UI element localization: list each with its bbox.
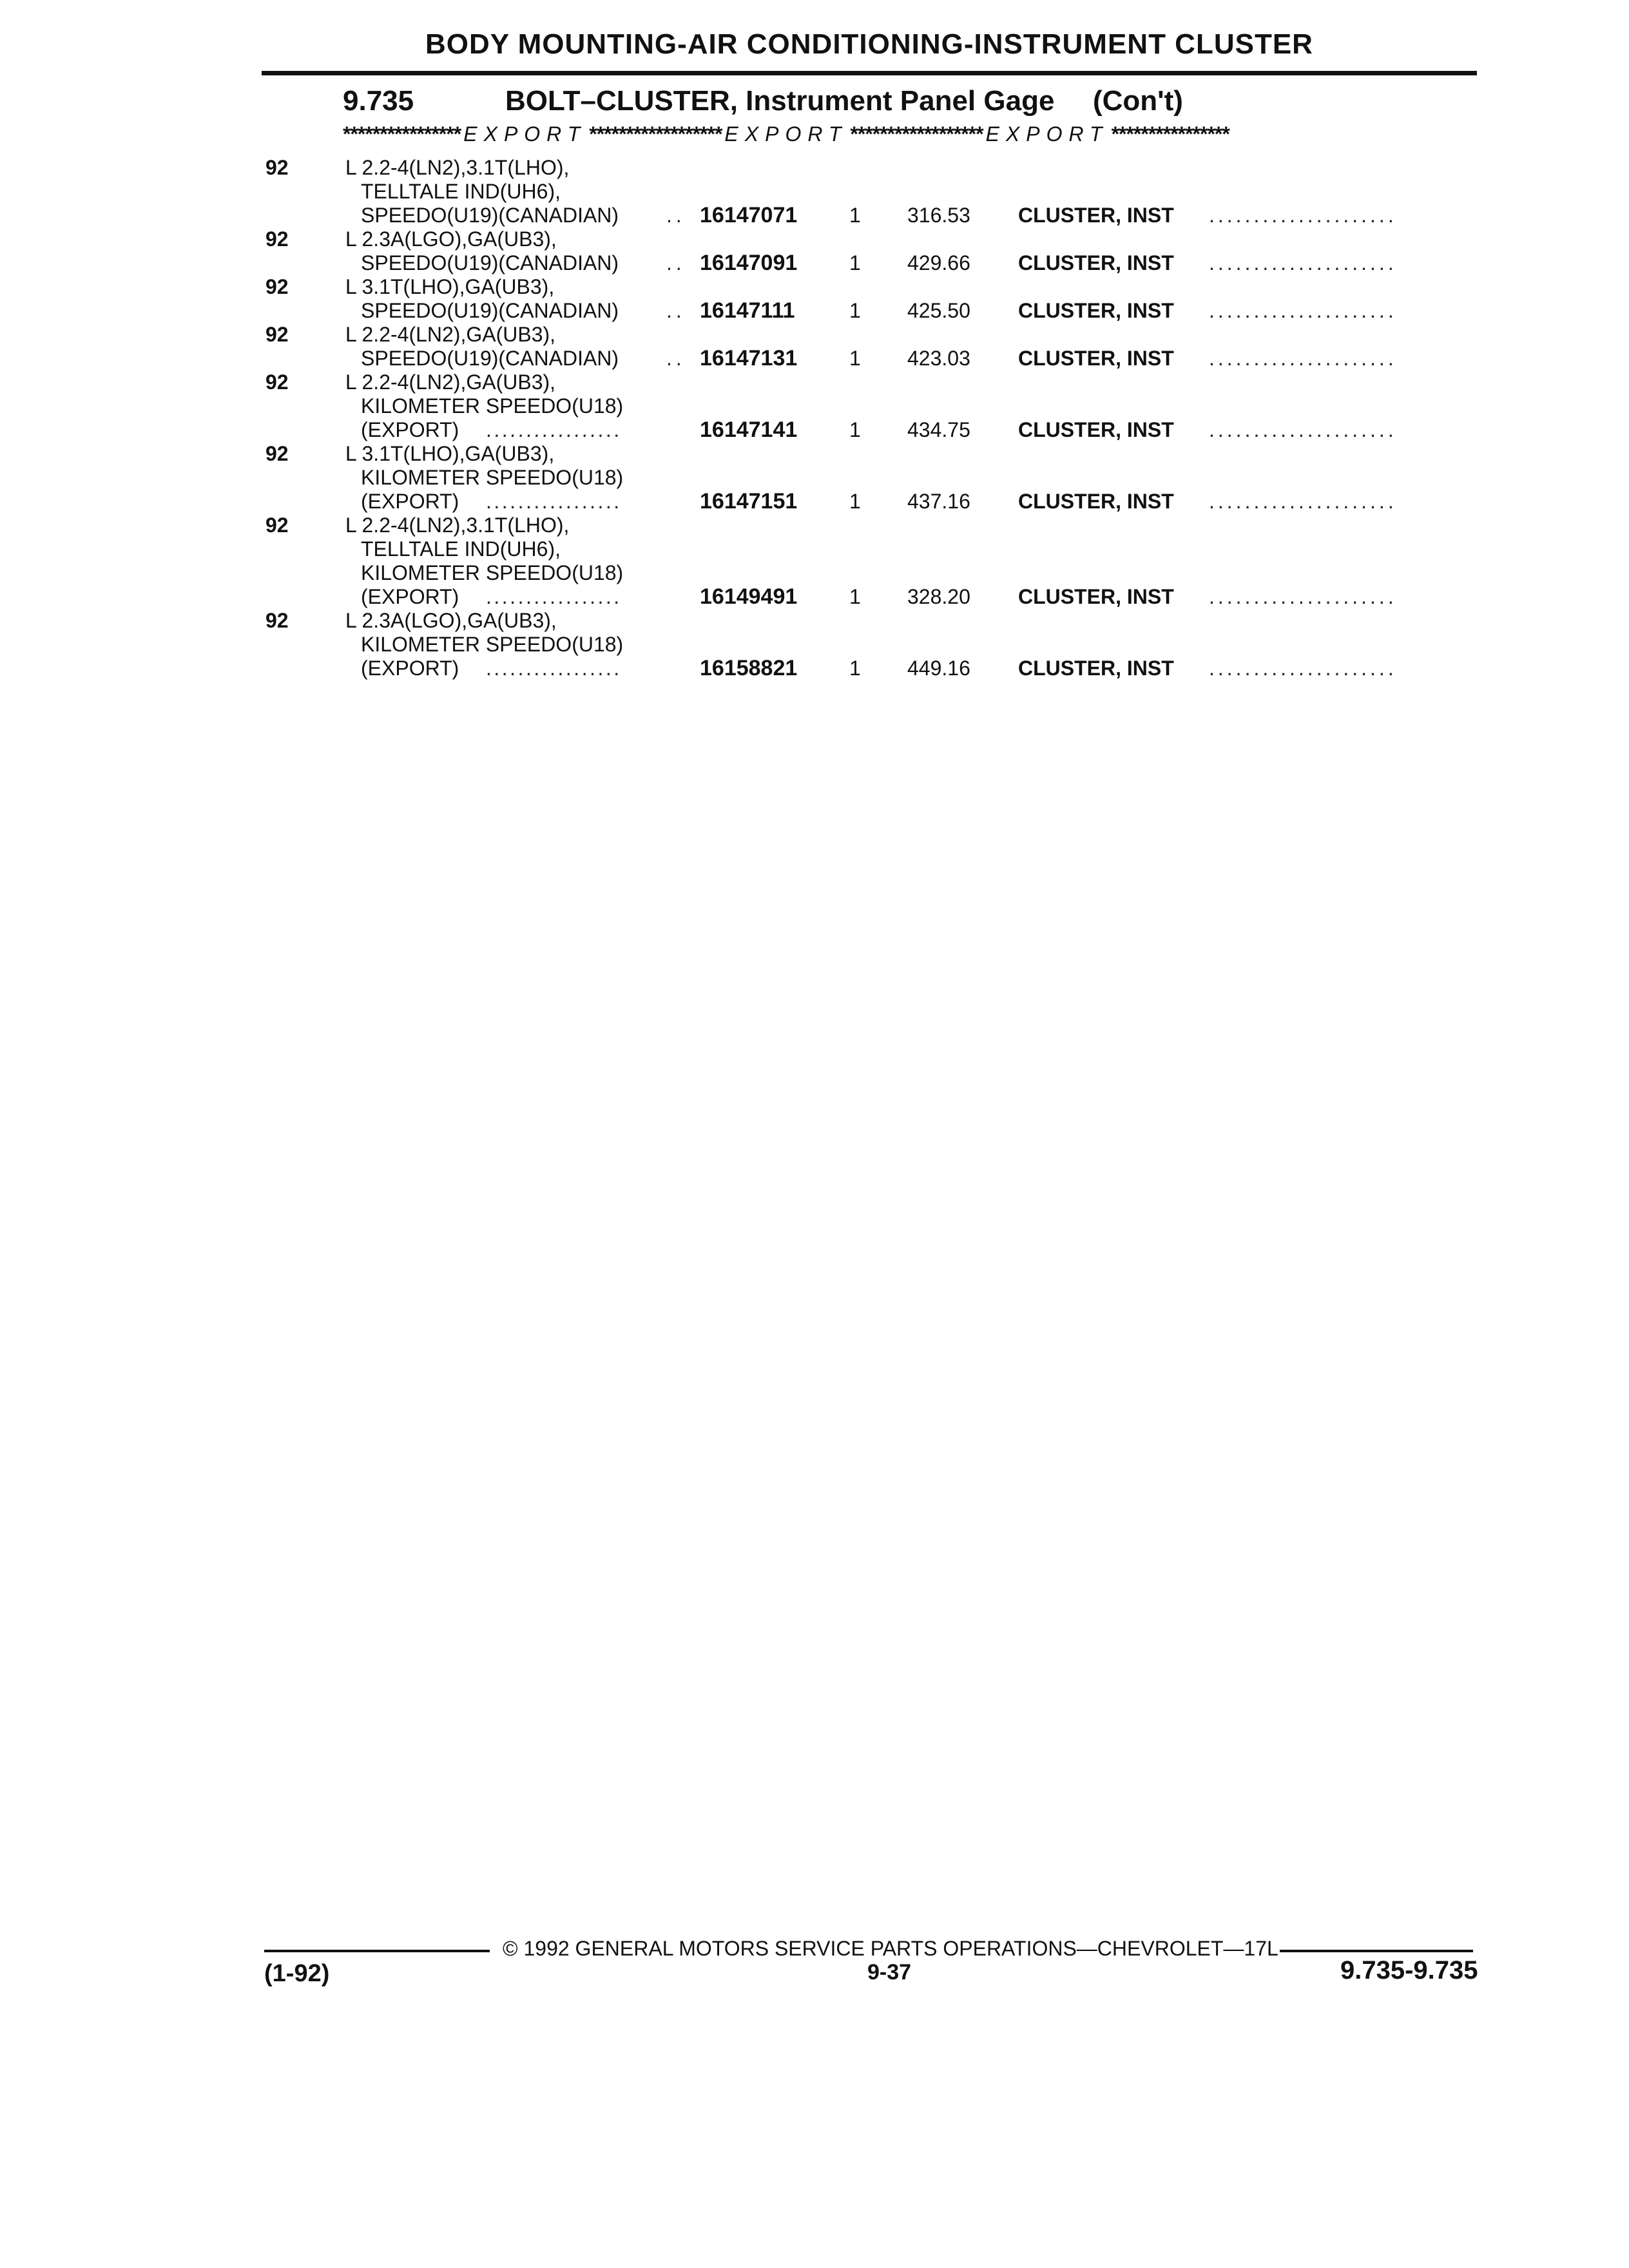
- export-banner: [343, 122, 1477, 148]
- section-number: 9.735: [343, 85, 414, 117]
- leader-dots: ..: [666, 251, 686, 274]
- price: 434.75: [907, 418, 970, 441]
- part-number: 16147131: [700, 346, 798, 370]
- footer-rule: [1280, 1950, 1473, 1952]
- part-name: CLUSTER, INST: [1018, 299, 1174, 322]
- description-line: L 2.3A(LGO),GA(UB3),: [345, 227, 557, 251]
- model-year: 92: [265, 156, 289, 179]
- export-label: EXPORT: [724, 122, 848, 146]
- description-line: L 3.1T(LHO),GA(UB3),: [345, 275, 555, 298]
- section-continued: (Con't): [1093, 85, 1183, 117]
- description-line: (EXPORT): [361, 657, 459, 680]
- export-stars: ****************: [1111, 122, 1229, 146]
- part-detail-line: [0, 585, 1629, 609]
- description-line: L 2.3A(LGO),GA(UB3),: [345, 609, 557, 632]
- footer-date-code: (1-92): [264, 1960, 330, 1987]
- export-label: EXPORT: [463, 122, 587, 146]
- header-rule: [262, 71, 1477, 75]
- description-line: TELLTALE IND(UH6),: [361, 180, 561, 203]
- description-line: KILOMETER SPEEDO(U18): [361, 633, 624, 656]
- trailing-dots: .....................: [1209, 418, 1397, 441]
- part-number: 16147141: [700, 418, 798, 442]
- trailing-dots: .....................: [1209, 299, 1397, 322]
- trailing-dots: .....................: [1209, 204, 1397, 227]
- trailing-dots: .....................: [1209, 347, 1397, 370]
- footer-section-range: 9.735-9.735: [1340, 1956, 1478, 1984]
- description-line: SPEEDO(U19)(CANADIAN): [361, 299, 619, 322]
- leader-dots: .................: [486, 585, 622, 608]
- description-line: L 2.2-4(LN2),GA(UB3),: [345, 370, 556, 394]
- quantity: 1: [849, 490, 861, 513]
- quantity: 1: [849, 585, 861, 608]
- description-line: TELLTALE IND(UH6),: [361, 537, 561, 561]
- footer-page-number: 9-37: [867, 1960, 912, 1984]
- page-header: [262, 28, 1477, 61]
- leader-dots: ..: [666, 299, 686, 322]
- part-number: 16158821: [700, 656, 798, 680]
- price: 425.50: [907, 299, 970, 322]
- part-number: 16147111: [700, 298, 795, 323]
- model-year: 92: [265, 227, 289, 251]
- model-year: 92: [265, 442, 289, 465]
- part-detail-line: [0, 418, 1629, 442]
- description-line: KILOMETER SPEEDO(U18): [361, 466, 624, 489]
- quantity: 1: [849, 347, 861, 370]
- quantity: 1: [849, 657, 861, 680]
- section-heading: [343, 85, 1490, 124]
- export-stars: ****************: [343, 122, 461, 146]
- part-number: 16147091: [700, 251, 798, 275]
- page-title: BODY MOUNTING-AIR CONDITIONING-INSTRUMENT CLUSTER: [425, 28, 1313, 60]
- part-detail-line: [0, 204, 1629, 227]
- quantity: 1: [849, 251, 861, 274]
- footer-copyright: © 1992 GENERAL MOTORS SERVICE PARTS OPERATIONS—CHEVROLET—17L: [503, 1937, 1278, 1960]
- price: 449.16: [907, 657, 970, 680]
- part-detail-line: [0, 251, 1629, 275]
- model-year: 92: [265, 323, 289, 346]
- quantity: 1: [849, 299, 861, 322]
- leader-dots: .................: [486, 657, 622, 680]
- quantity: 1: [849, 204, 861, 227]
- trailing-dots: .....................: [1209, 657, 1397, 680]
- part-detail-line: [0, 299, 1629, 323]
- part-name: CLUSTER, INST: [1018, 347, 1174, 370]
- description-line: SPEEDO(U19)(CANADIAN): [361, 347, 619, 370]
- export-stars: ******************: [850, 122, 983, 146]
- price: 316.53: [907, 204, 970, 227]
- leader-dots: ..: [666, 347, 686, 370]
- trailing-dots: .....................: [1209, 251, 1397, 274]
- description-line: (EXPORT): [361, 490, 459, 513]
- price: 429.66: [907, 251, 970, 274]
- description-line: KILOMETER SPEEDO(U18): [361, 561, 624, 584]
- price: 437.16: [907, 490, 970, 513]
- description-line: L 2.2-4(LN2),GA(UB3),: [345, 323, 556, 346]
- part-name: CLUSTER, INST: [1018, 585, 1174, 608]
- price: 423.03: [907, 347, 970, 370]
- part-number: 16147071: [700, 203, 798, 227]
- part-name: CLUSTER, INST: [1018, 490, 1174, 513]
- footer-rule: [264, 1950, 490, 1952]
- description-line: L 3.1T(LHO),GA(UB3),: [345, 442, 555, 465]
- part-name: CLUSTER, INST: [1018, 204, 1174, 227]
- description-line: (EXPORT): [361, 585, 459, 608]
- part-detail-line: [0, 490, 1629, 514]
- leader-dots: .................: [486, 418, 622, 441]
- trailing-dots: .....................: [1209, 585, 1397, 608]
- part-name: CLUSTER, INST: [1018, 251, 1174, 274]
- model-year: 92: [265, 514, 289, 537]
- description-line: L 2.2-4(LN2),3.1T(LHO),: [345, 156, 570, 179]
- part-detail-line: [0, 657, 1629, 680]
- trailing-dots: .....................: [1209, 490, 1397, 513]
- description-line: (EXPORT): [361, 418, 459, 441]
- description-line: KILOMETER SPEEDO(U18): [361, 394, 624, 418]
- export-label: EXPORT: [985, 122, 1109, 146]
- part-name: CLUSTER, INST: [1018, 418, 1174, 441]
- export-stars: ******************: [589, 122, 722, 146]
- description-line: SPEEDO(U19)(CANADIAN): [361, 204, 619, 227]
- leader-dots: .................: [486, 490, 622, 513]
- part-number: 16147151: [700, 489, 798, 514]
- price: 328.20: [907, 585, 970, 608]
- part-number: 16149491: [700, 584, 798, 609]
- part-detail-line: [0, 347, 1629, 370]
- part-name: CLUSTER, INST: [1018, 657, 1174, 680]
- model-year: 92: [265, 370, 289, 394]
- quantity: 1: [849, 418, 861, 441]
- model-year: 92: [265, 609, 289, 632]
- model-year: 92: [265, 275, 289, 298]
- description-line: SPEEDO(U19)(CANADIAN): [361, 251, 619, 274]
- leader-dots: ..: [666, 204, 686, 227]
- section-name: BOLT–CLUSTER, Instrument Panel Gage: [505, 85, 1055, 117]
- description-line: L 2.2-4(LN2),3.1T(LHO),: [345, 514, 570, 537]
